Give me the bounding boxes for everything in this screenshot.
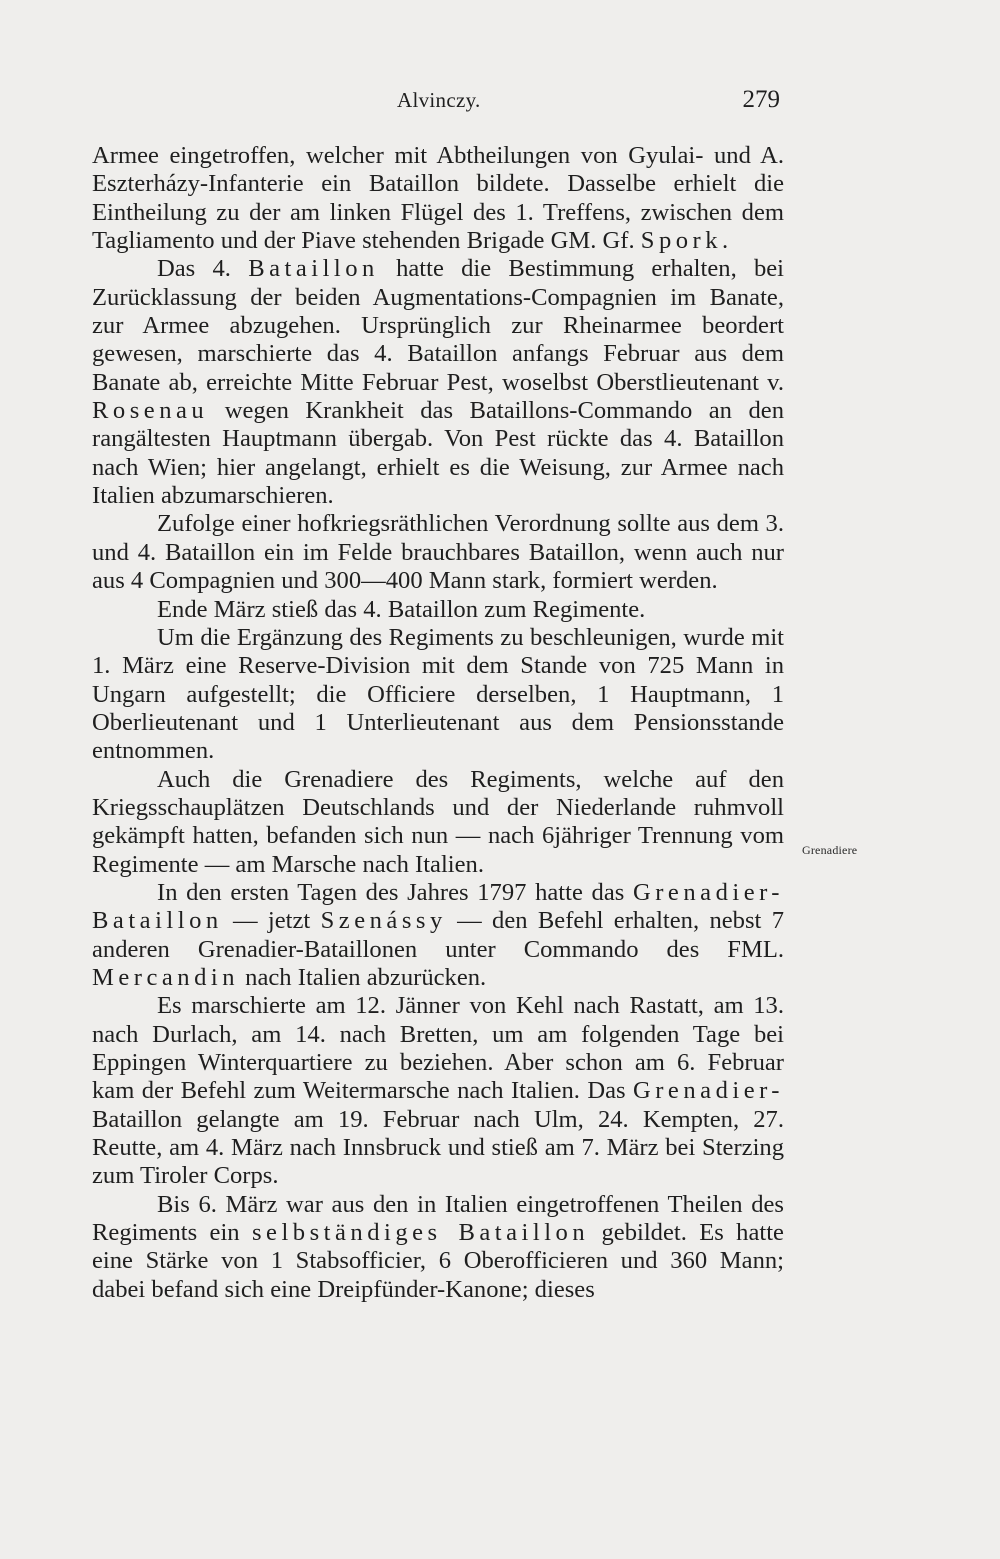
text-segment: — den Befehl erhalten, nebst 7 anderen Grenadier-Bataillonen unter Commando des FML. <box>92 907 785 963</box>
paragraph <box>92 1191 784 1304</box>
text-segment: nach Italien abzurücken. <box>239 963 487 991</box>
text-segment: . <box>722 227 729 255</box>
emphasized-name: Szenássy <box>320 907 447 935</box>
emphasized-name: selbständiges Bataillon <box>251 1219 590 1247</box>
paragraph <box>92 510 784 595</box>
text-segment: Zufolge einer hofkriegsräthlichen Verordnung sollte aus dem 3. und 4. Bataillon ein im Felde brauchbares Bataillon, wenn auch nur aus 4 Compagnien und 300—400 Mann stark, formiert werden. <box>92 510 784 595</box>
text-segment: Bis 6. März war aus den in Italien eingetroffenen Theilen des Regiments ein <box>92 1190 784 1247</box>
text-segment: wegen Krankheit das Bataillons-Commando an den rangältesten Hauptmann übergab. Von Pest rückte das 4. Bataillon nach Wien; hier angelangt, erhielt es die Weisung, zur Armee nach Italien abzumarschieren. <box>92 397 784 510</box>
text-segment: Auch die Grenadiere des Regiments, welche auf den Kriegsschauplätzen Deutschlands und der Niederlande ruhmvoll gekämpft hatten, befanden sich nun — nach 6jähriger Trennung vom Regimente — am Marsche nach Italien. <box>92 765 784 878</box>
emphasized-name: Grenadier- <box>632 1077 784 1105</box>
paragraph <box>92 255 784 510</box>
paragraph <box>92 766 784 879</box>
paragraph <box>92 992 784 1190</box>
running-title: Alvinczy. <box>397 88 481 112</box>
text-segment: In den ersten Tagen des Jahres 1797 hatte das <box>157 878 633 906</box>
paragraph <box>92 142 784 255</box>
text-segment: — jetzt <box>222 907 321 935</box>
text-segment: hatte die Bestimmung erhalten, bei Zurücklassung der beiden Augmentations-Compagnien im Banate, zur Armee abzugehen. Ursprünglich zur Rheinarmee beordert gewesen, marschierte das 4. Bataillon anfangs Februar aus dem Banate ab, erreichte Mitte Februar Pest, woselbst Oberstlieutenant v. <box>92 255 784 396</box>
text-segment: Das 4. <box>157 255 249 283</box>
margin-note: Grenadiere <box>802 843 858 857</box>
emphasized-name: Grenadier-Bataillon <box>92 878 784 935</box>
text-segment: Bataillon gelangte am 19. Februar nach Ulm, 24. Kempten, 27. Reutte, am 4. März nach Innsbruck und stieß am 7. März bei Sterzing zum Tiroler Corps. <box>92 1105 784 1190</box>
page-number: 279 <box>742 86 780 113</box>
emphasized-name: Spork <box>640 227 723 255</box>
text-segment: Armee eingetroffen, welcher mit Abtheilungen von Gyulai- und A. Eszterházy-Infanterie ein Bataillon bildete. Dasselbe erhielt die Eintheilung zu der am linken Flügel des 1. Treffens, zwischen dem Tagliamento und der Piave stehenden Brigade GM. Gf. <box>92 142 784 255</box>
text-segment: Um die Ergänzung des Regiments zu beschleunigen, wurde mit 1. März eine Reserve-Division mit dem Stande von 725 Mann in Ungarn aufgestellt; die Officiere derselben, 1 Hauptmann, 1 Oberlieutenant und 1 Unterlieutenant aus dem Pensionsstande entnommen. <box>92 623 784 765</box>
emphasized-name: Rosenau <box>92 397 209 425</box>
running-head <box>92 88 782 118</box>
body-text <box>92 142 784 1304</box>
paragraph <box>92 624 784 766</box>
emphasized-name: Mercandin <box>92 963 240 991</box>
emphasized-name: Bataillon <box>248 255 379 283</box>
text-segment: gebildet. Es hatte eine Stärke von 1 Stabsofficier, 6 Oberofficieren und 360 Mann; dabei befand sich eine Dreipfünder-Kanone; dieses <box>92 1219 784 1303</box>
paragraph <box>92 879 784 992</box>
text-segment: Ende März stieß das 4. Bataillon zum Regimente. <box>157 595 646 623</box>
paragraph <box>92 596 784 624</box>
text-segment: Es marschierte am 12. Jänner von Kehl nach Rastatt, am 13. nach Durlach, am 14. nach Bretten, um am folgenden Tage bei Eppingen Winterquartiere zu beziehen. Aber schon am 6. Februar kam der Befehl zum Weitermarsche nach Italien. Das <box>92 992 784 1105</box>
